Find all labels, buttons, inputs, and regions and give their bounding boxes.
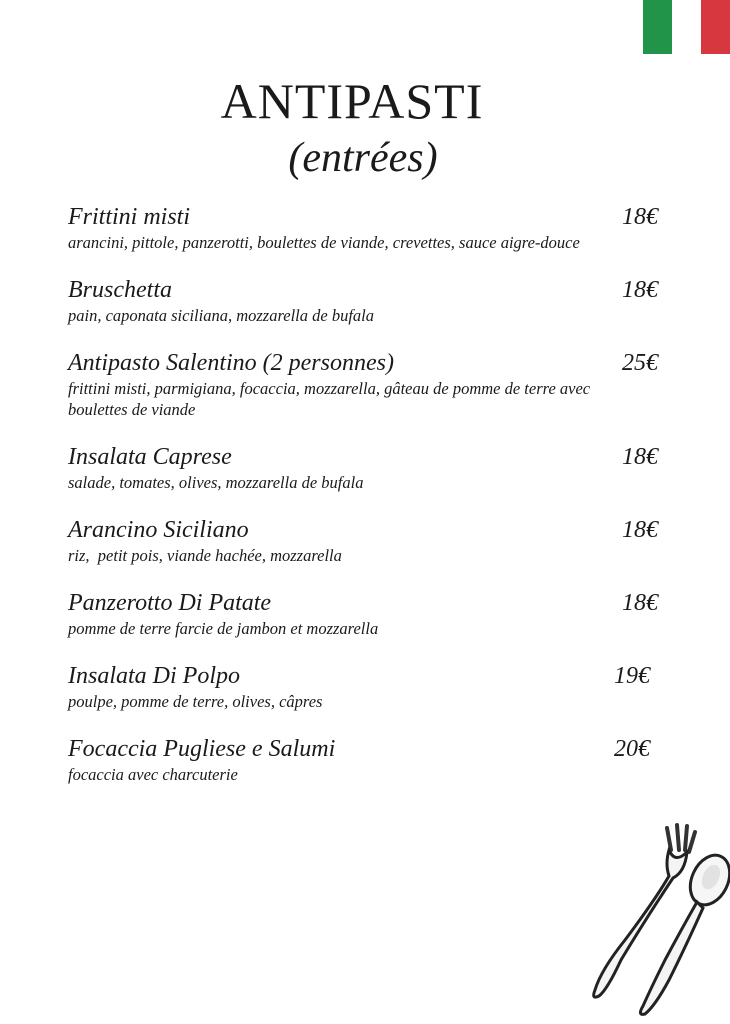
- menu-item-name: Panzerotto Di Patate: [68, 590, 272, 616]
- menu-item-description: poulpe, pomme de terre, olives, câpres: [68, 692, 323, 711]
- menu-item-name: Bruschetta: [68, 277, 172, 303]
- menu-item-name: Frittini misti: [68, 204, 191, 230]
- menu-item-price: 18€: [622, 277, 658, 303]
- menu-item: [68, 663, 658, 712]
- spoon-icon: [640, 849, 730, 1015]
- menu-item: [68, 736, 658, 785]
- menu-item-name: Antipasto Salentino (2 personnes): [68, 350, 394, 376]
- flag-red-stripe: [701, 0, 730, 54]
- menu-item-price: 18€: [622, 517, 658, 543]
- menu-item-description: pomme de terre farcie de jambon et mozzarella: [68, 619, 379, 638]
- menu-item-price: 20€: [614, 736, 650, 762]
- menu-item-price: 25€: [622, 350, 658, 376]
- menu-item-price: 18€: [622, 590, 658, 616]
- menu-list: [68, 204, 658, 809]
- menu-item-description: pain, caponata siciliana, mozzarella de bufala: [68, 306, 374, 325]
- fork-icon: [594, 825, 695, 997]
- menu-item-description: riz, petit pois, viande hachée, mozzarella: [68, 546, 342, 565]
- menu-item: [68, 277, 658, 326]
- menu-item-price: 18€: [622, 444, 658, 470]
- menu-item: [68, 204, 658, 253]
- menu-item: [68, 590, 658, 639]
- menu-item-description: arancini, pittole, panzerotti, boulettes de viande, crevettes, sauce aigre-douce: [68, 233, 580, 252]
- menu-item-price: 18€: [622, 204, 658, 230]
- menu-item-description: frittini misti, parmigiana, focaccia, mozzarella, gâteau de pomme de terre avec boulettes de viande: [68, 379, 591, 419]
- menu-item-description: focaccia avec charcuterie: [68, 765, 238, 784]
- menu-item-name: Insalata Di Polpo: [68, 663, 240, 689]
- flag-green-stripe: [643, 0, 672, 54]
- italian-flag: [643, 0, 730, 54]
- menu-item-name: Focaccia Pugliese e Salumi: [68, 736, 336, 762]
- menu-item-price: 19€: [614, 663, 650, 689]
- menu-item: [68, 350, 658, 420]
- menu-item: [68, 444, 658, 493]
- fork-and-spoon-icon: [585, 820, 730, 1020]
- page-subtitle: (entrées): [288, 135, 438, 181]
- menu-item-description: salade, tomates, olives, mozzarella de bufala: [68, 473, 364, 492]
- page-title: ANTIPASTI: [220, 73, 484, 129]
- menu-item: [68, 517, 658, 566]
- menu-item-name: Arancino Siciliano: [68, 517, 249, 543]
- menu-item-name: Insalata Caprese: [68, 444, 232, 470]
- flag-white-stripe: [672, 0, 701, 54]
